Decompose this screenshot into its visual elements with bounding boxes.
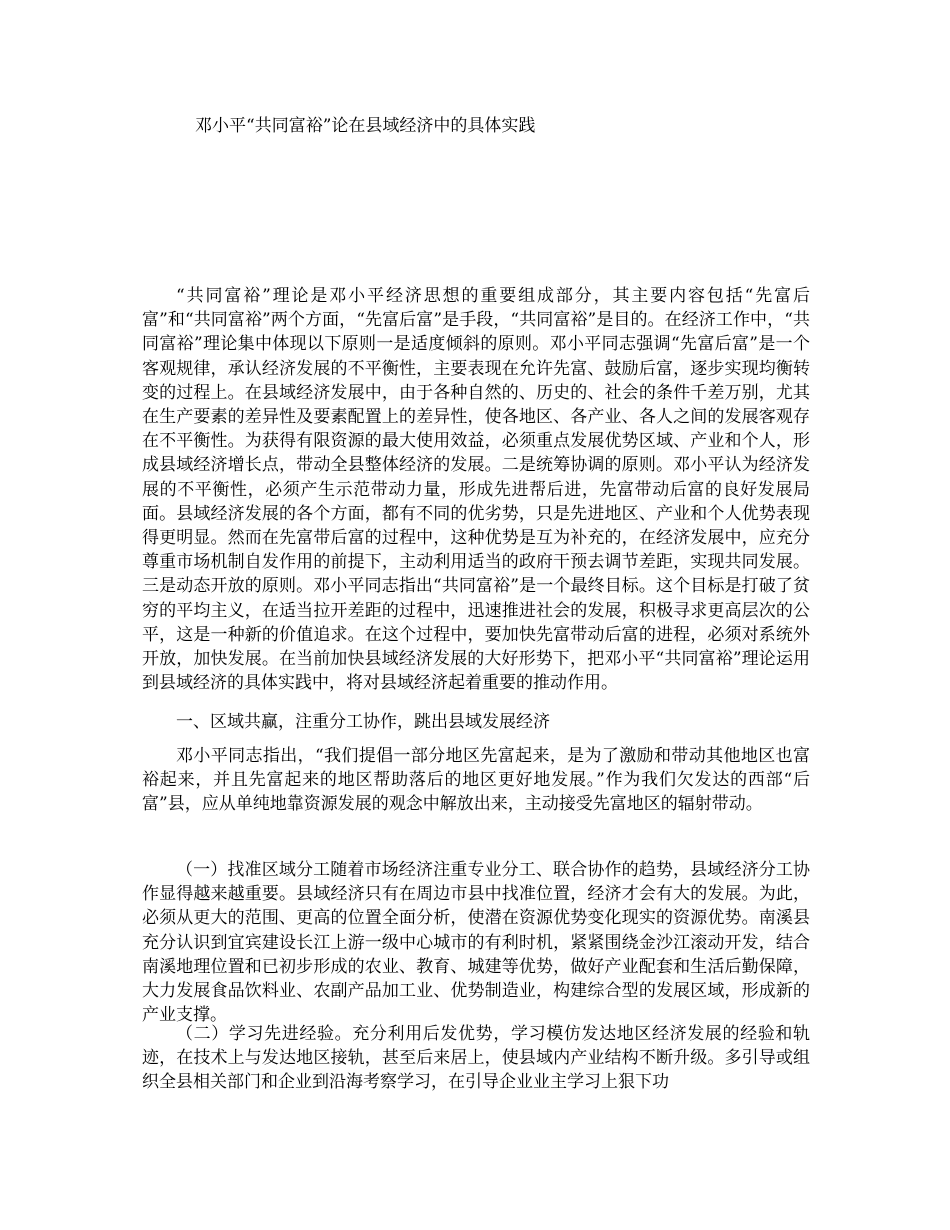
section1-paragraph-1: 邓小平同志指出，“我们提倡一部分地区先富起来，是为了激励和带动其他地区也富裕起来，并且先富起来的地区帮助落后的地区更好地发展。”作为我们欠发达的西部“后富”县，应从单纯地靠资源发展的观念中解放出来，主动接受先富地区的辐射带动。 [142, 746, 810, 815]
section1-paragraph-3: （二）学习先进经验。充分利用后发优势，学习模仿发达地区经济发展的经验和轨迹，在技术上与发达地区接轨，甚至后来居上，使县域内产业结构不断升级。多引导或组织全县相关部门和企业到沿海考察学习，在引导企业业主学习上狠下功 [142, 1024, 810, 1093]
section1-paragraph-2: （一）找准区域分工随着市场经济注重专业分工、联合协作的趋势，县域经济分工协作显得越来越重要。县域经济只有在周边市县中找准位置，经济才会有大的发展。为此，必须从更大的范围、更高的位置全面分析，使潜在资源优势变化现实的资源优势。南溪县充分认识到宜宾建设长江上游一级中心城市的有利时机，紧紧围绕金沙江滚动开发，结合南溪地理位置和已初步形成的农业、教育、城建等优势，做好产业配套和生活后勤保障，大力发展食品饮料业、农副产品加工业、优势制造业，构建综合型的发展区域，形成新的产业支撑。 [142, 860, 810, 1026]
document-title: 邓小平“共同富裕”论在县域经济中的具体实践 [195, 116, 536, 136]
section-heading-1: 一、区域共赢，注重分工协作，跳出县域发展经济 [176, 712, 550, 732]
intro-paragraph: “共同富裕”理论是邓小平经济思想的重要组成部分，其主要内容包括“先富后富”和“共同富裕”两个方面，“先富后富”是手段，“共同富裕”是目的。在经济工作中，“共同富裕”理论集中体现以下原则一是适度倾斜的原则。邓小平同志强调“先富后富”是一个客观规律，承认经济发展的不平衡性，主要表现在允许先富、鼓励后富，逐步实现均衡转变的过程上。在县域经济发展中，由于各种自然的、历史的、社会的条件千差万别，尤其在生产要素的差异性及要素配置上的差异性，使各地区、各产业、各人之间的发展客观存在不平衡性。为获得有限资源的最大使用效益，必须重点发展优势区域、产业和个人，形成县域经济增长点，带动全县整体经济的发展。二是统筹协调的原则。邓小平认为经济发展的不平衡性，必须产生示范带动力量，形成先进帮后进，先富带动后富的良好发展局面。县域经济发展的各个方面，都有不同的优劣势，只是先进地区、产业和个人优势表现得更明显。然而在先富带后富的过程中，这种优势是互为补充的，在经济发展中，应充分尊重市场机制自发作用的前提下，主动利用适当的政府干预去调节差距，实现共同发展。三是动态开放的原则。邓小平同志指出“共同富裕”是一个最终目标。这个目标是打破了贫穷的平均主义，在适当拉开差距的过程中，迅速推进社会的发展，积极寻求更高层次的公平，这是一种新的价值追求。在这个过程中，要加快先富带动后富的进程，必须对系统外开放，加快发展。在当前加快县域经济发展的大好形势下，把邓小平“共同富裕”理论运用到县域经济的具体实践中，将对县域经济起着重要的推动作用。 [142, 286, 810, 694]
